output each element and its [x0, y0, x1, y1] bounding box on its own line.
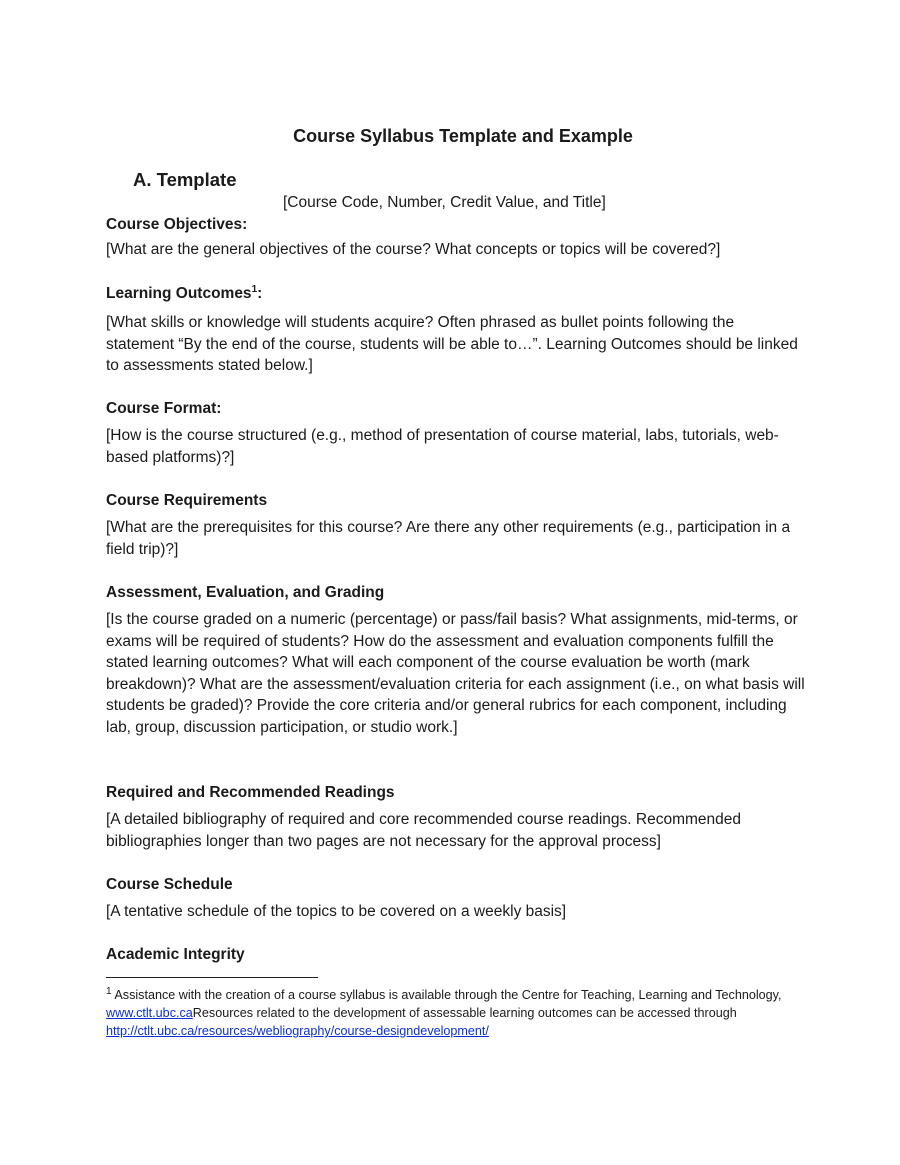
assessment-body: [Is the course graded on a numeric (percentage) or pass/fail basis? What assignments, mid-terms, or exams will be required of students? How do the assessment and evaluation components fulfill the stated learning outcomes? What will each component of the course evaluation be worth (mark breakdown)? What are the assessment/evaluation criteria for each assignment (i.e., on what basis will students be graded)? Provide the core criteria and/or general rubrics for each component, including lab, group, discussion participation, or studio work.]	[106, 611, 805, 736]
readings-section	[106, 783, 806, 852]
course-schedule-heading: Course Schedule	[106, 876, 233, 893]
footnote-text-2: Resources related to the development of assessable learning outcomes can be accessed through	[192, 1006, 737, 1020]
footnote-divider	[106, 977, 318, 978]
course-objectives-body: [What are the general objectives of the course? What concepts or topics will be covered?]	[106, 241, 721, 258]
section-heading-template: A. Template	[133, 169, 237, 190]
assessment-section	[106, 583, 806, 738]
course-requirements-heading: Course Requirements	[106, 492, 268, 509]
footnote-marker: 1	[106, 985, 112, 997]
footnote	[106, 986, 786, 1040]
course-requirements-body: [What are the prerequisites for this course? Are there any other requirements (e.g., participation in a field trip)?]	[106, 519, 791, 558]
course-format-body: [How is the course structured (e.g., method of presentation of course material, labs, tutorials, web-based platforms)?]	[106, 427, 779, 466]
course-code-placeholder: [Course Code, Number, Credit Value, and Title]	[283, 194, 606, 211]
course-objectives-heading: Course Objectives:	[106, 216, 248, 233]
course-design-resources-link[interactable]: http://ctlt.ubc.ca/resources/webliography/course-designdevelopment/	[106, 1024, 489, 1038]
learning-outcomes-heading	[106, 284, 806, 304]
course-format-section	[106, 399, 806, 468]
learning-outcomes-body: [What skills or knowledge will students acquire? Often phrased as bullet points following the statement “By the end of the course, students will be able to…”. Learning Outcomes should be linked to assessments stated below.]	[106, 314, 798, 374]
readings-heading: Required and Recommended Readings	[106, 784, 395, 801]
academic-integrity-heading: Academic Integrity	[106, 946, 245, 963]
footnote-text-1: Assistance with the creation of a course syllabus is available through the Centre for Teaching, Learning and Technology,	[111, 988, 782, 1002]
course-objectives-section	[106, 215, 806, 261]
assessment-heading: Assessment, Evaluation, and Grading	[106, 584, 385, 601]
course-format-heading: Course Format:	[106, 400, 222, 417]
learning-outcomes-heading-colon: :	[257, 285, 263, 302]
document-title: Course Syllabus Template and Example	[293, 126, 633, 146]
learning-outcomes-heading-text: Learning Outcomes	[106, 285, 252, 302]
footnote-reference: 1	[251, 283, 258, 295]
readings-body: [A detailed bibliography of required and core recommended course readings. Recommended bibliographies longer than two pages are not necessary for the approval process]	[106, 811, 742, 850]
course-schedule-body: [A tentative schedule of the topics to be covered on a weekly basis]	[106, 903, 567, 920]
academic-integrity-section	[106, 945, 806, 965]
course-requirements-section	[106, 491, 806, 560]
learning-outcomes-section	[106, 284, 806, 377]
ctlt-website-link[interactable]: www.ctlt.ubc.ca	[106, 1006, 193, 1020]
course-schedule-section	[106, 875, 806, 923]
